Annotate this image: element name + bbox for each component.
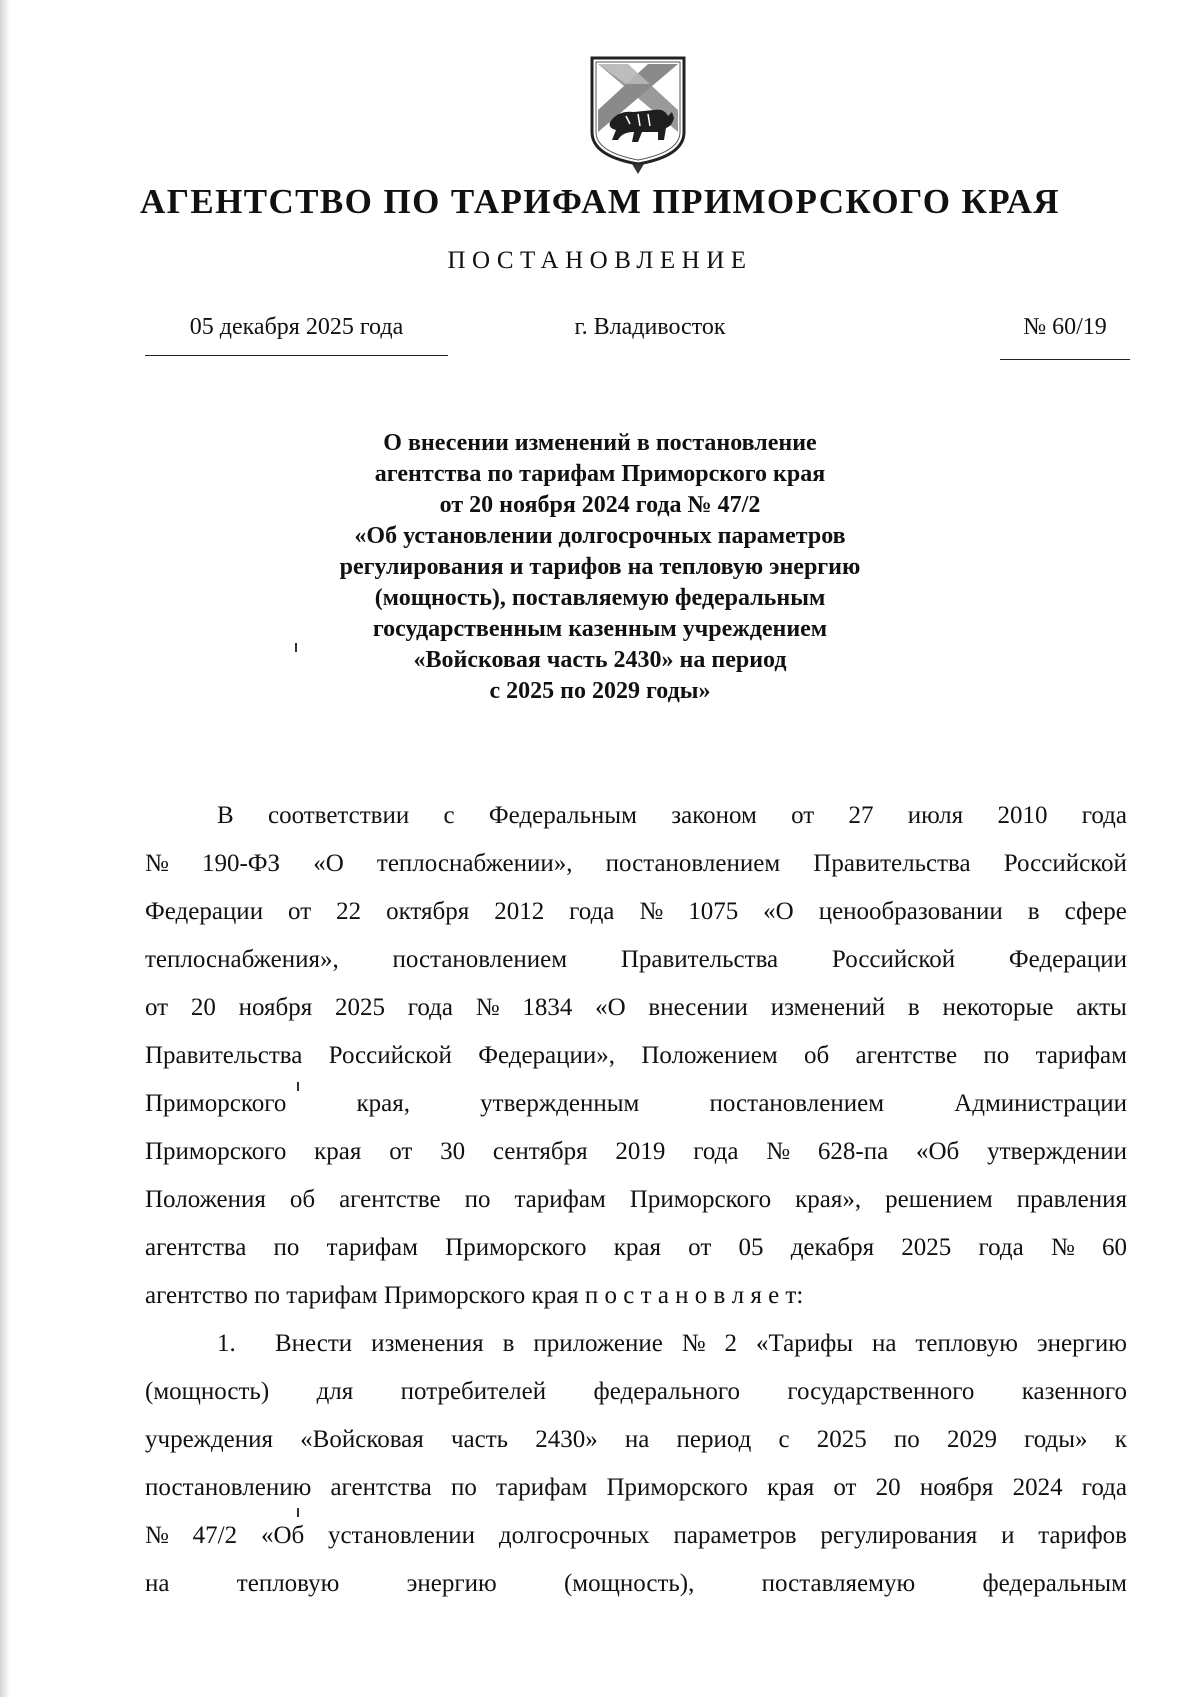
word: 47/2 (192, 1522, 238, 1549)
body-line (145, 888, 1127, 936)
word: годы» (1024, 1426, 1088, 1453)
subject-line: регулирования и тарифов на тепловую энергию (339, 554, 861, 580)
word: «О (763, 898, 794, 925)
word: и (1001, 1522, 1015, 1549)
word: сфере (1064, 898, 1127, 925)
word: теплоснабжении», (376, 850, 573, 877)
word: Российской (831, 946, 956, 973)
scan-artifact-mark (295, 643, 297, 652)
word: от (145, 994, 169, 1021)
document-subject (250, 428, 950, 707)
word: от (791, 802, 815, 829)
item-1-first-line (145, 1320, 1127, 1368)
word: тарифам (514, 1186, 606, 1213)
word: в (1027, 898, 1040, 925)
word: 2025 (334, 994, 385, 1021)
word: часть (450, 1426, 509, 1453)
word: Федерации (1008, 946, 1127, 973)
word: года (978, 1234, 1024, 1261)
body-line (145, 1368, 1127, 1416)
word: Внести (275, 1330, 353, 1357)
body-line (145, 1512, 1127, 1560)
word: ноября (238, 994, 313, 1021)
word: приложение (533, 1330, 663, 1357)
body-line (145, 1224, 1127, 1272)
body-line (145, 1032, 1127, 1080)
body-line (145, 1464, 1127, 1512)
document-type: ПОСТАНОВЛЕНИЕ (447, 247, 753, 274)
word: с (443, 802, 455, 829)
word: тепловую (915, 1330, 1018, 1357)
word: «О (313, 850, 344, 877)
word: Приморского (145, 1090, 287, 1117)
word: казенного (1021, 1378, 1127, 1405)
word: потребителей (400, 1378, 547, 1405)
document-date: 05 декабря 2025 года (189, 314, 404, 340)
agency-title: АГЕНТСТВО ПО ТАРИФАМ ПРИМОРСКОГО КРАЯ (140, 182, 1060, 221)
word: об (289, 1186, 316, 1213)
word: правления (1016, 1186, 1127, 1213)
word: 30 (440, 1138, 466, 1165)
word: «Об (916, 1138, 960, 1165)
word: по (893, 1426, 920, 1453)
subject-line: агентства по тарифам Приморского края (374, 461, 826, 487)
word: года (1081, 1474, 1127, 1501)
word: № (145, 1522, 169, 1549)
body-line (145, 984, 1127, 1032)
word: Приморского (629, 1186, 772, 1213)
subject-line: О внесении изменений в постановление (383, 430, 817, 456)
item-number: 1. (217, 1330, 236, 1357)
word: года (693, 1138, 739, 1165)
body-line (145, 1416, 1127, 1464)
word: федерального (593, 1378, 741, 1405)
word: постановлением (392, 946, 568, 973)
word: государственного (787, 1378, 975, 1405)
word: некоторые (942, 994, 1054, 1021)
word: Российской (328, 1042, 452, 1069)
date-underline (145, 355, 448, 356)
word: решением (885, 1186, 993, 1213)
document-body (145, 792, 1127, 1608)
word: 628-па (817, 1138, 889, 1165)
word: учреждения (145, 1426, 274, 1453)
word: декабря (790, 1234, 875, 1261)
word: тепловую (236, 1570, 340, 1597)
word: для (316, 1378, 354, 1405)
word: 2019 (615, 1138, 666, 1165)
document-number: № 60/19 (1023, 314, 1107, 340)
word: внесении (648, 994, 748, 1021)
word: года (1081, 802, 1127, 829)
word: от (389, 1138, 413, 1165)
decree-line: агентство по тарифам Приморского края п о с т а н о в л я е т: (145, 1282, 804, 1309)
word: № (766, 1138, 791, 1165)
word: ценообразовании (818, 898, 1003, 925)
word: (мощность), (563, 1570, 695, 1597)
word: тарифам (1035, 1042, 1127, 1069)
word: Правительства (813, 850, 971, 877)
word: к (1114, 1426, 1127, 1453)
word: (мощность) (145, 1378, 270, 1405)
word: 190-ФЗ (201, 850, 281, 877)
word: 20 (875, 1474, 901, 1501)
subject-line: «Войсковая часть 2430» на период (413, 647, 787, 673)
word: агентства (145, 1234, 247, 1261)
subject-line: (мощность), поставляемую федеральным (374, 585, 826, 611)
word: 2029 (946, 1426, 997, 1453)
word: 2025 (816, 1426, 867, 1453)
word: сентября (492, 1138, 588, 1165)
body-line (145, 1128, 1127, 1176)
body-line (145, 840, 1127, 888)
word: Приморского (445, 1234, 587, 1261)
word: энергию (406, 1570, 497, 1597)
body-line (145, 1080, 1127, 1128)
word: изменения (371, 1330, 484, 1357)
word: утвержденным (480, 1090, 640, 1117)
word: агентстве (339, 1186, 441, 1213)
word: поставляемую (761, 1570, 916, 1597)
word: тарифам (495, 1474, 588, 1501)
body-line (145, 1176, 1127, 1224)
word: по (464, 1186, 491, 1213)
word: в (502, 1330, 515, 1357)
body-line (145, 792, 1127, 840)
word: Правительства (620, 946, 779, 973)
word: Приморского (606, 1474, 748, 1501)
word: федеральным (982, 1570, 1127, 1597)
number-underline (1000, 359, 1130, 360)
word: 2 (724, 1330, 738, 1357)
item-1-words (275, 1320, 1127, 1368)
word: № (639, 898, 664, 925)
word: 22 (336, 898, 362, 925)
word: 20 (190, 994, 216, 1021)
word: постановлением (709, 1090, 885, 1117)
word: регулирования (820, 1522, 978, 1549)
word: на (145, 1570, 170, 1597)
word: от (288, 898, 312, 925)
word: с (778, 1426, 790, 1453)
word: края (766, 1474, 815, 1501)
word: года (407, 994, 453, 1021)
subject-line: с 2025 по 2029 годы» (489, 678, 711, 704)
word: соответствии (267, 802, 410, 829)
word: Положением (641, 1042, 778, 1069)
word: 2024 (1012, 1474, 1063, 1501)
word: от (833, 1474, 857, 1501)
word: теплоснабжения», (145, 946, 339, 973)
word: № (681, 1330, 706, 1357)
word: параметров (673, 1522, 797, 1549)
word: № (475, 994, 500, 1021)
word: изменений (770, 994, 886, 1021)
word: № (145, 850, 169, 877)
word: 05 (738, 1234, 764, 1261)
word: агентства (330, 1474, 432, 1501)
word: установлении (328, 1522, 476, 1549)
word: законом (671, 802, 757, 829)
word: постановлением (605, 850, 781, 877)
word: агентстве (855, 1042, 958, 1069)
word: 27 (848, 802, 874, 829)
word: Федеральным (488, 802, 637, 829)
word: Администрации (954, 1090, 1127, 1117)
subject-line: «Об установлении долгосрочных параметров (354, 523, 846, 549)
subject-line: от 20 ноября 2024 года № 47/2 (439, 492, 761, 518)
word: утверждении (987, 1138, 1127, 1165)
word: года (569, 898, 615, 925)
word: № (1050, 1234, 1075, 1261)
word: октября (386, 898, 470, 925)
word: Приморского (145, 1138, 287, 1165)
word: 1834 (522, 994, 573, 1021)
word: тарифов (1038, 1522, 1127, 1549)
word: тарифам (326, 1234, 418, 1261)
word: от (688, 1234, 712, 1261)
word: края, (356, 1090, 411, 1117)
word: период (676, 1426, 752, 1453)
word: акты (1076, 994, 1127, 1021)
word: по (273, 1234, 300, 1261)
word: по (450, 1474, 477, 1501)
word: 2012 (494, 898, 545, 925)
word: «Тарифы (755, 1330, 854, 1357)
word: 2010 (997, 802, 1048, 829)
word: В (217, 802, 234, 829)
word: Правительства (145, 1042, 303, 1069)
word: 60 (1102, 1234, 1127, 1261)
word: «Войсковая (300, 1426, 424, 1453)
word: «Об (260, 1522, 305, 1549)
word: по (983, 1042, 1010, 1069)
scan-edge-shadow (0, 0, 10, 1697)
word: июля (907, 802, 964, 829)
word: Федерации (145, 898, 264, 925)
word: «О (595, 994, 626, 1021)
word: края (314, 1138, 362, 1165)
word: Федерации», (478, 1042, 616, 1069)
subject-line: государственным казенным учреждением (372, 616, 828, 642)
word: Положения (145, 1186, 266, 1213)
coat-of-arms-emblem (588, 52, 688, 176)
word: Российской (1003, 850, 1127, 877)
word: долгосрочных (498, 1522, 650, 1549)
word: энергию (1036, 1330, 1127, 1357)
body-line (145, 936, 1127, 984)
word: 2430» (535, 1426, 598, 1453)
word: об (803, 1042, 830, 1069)
word: 2025 (901, 1234, 952, 1261)
word: ноября (919, 1474, 994, 1501)
word: 1075 (688, 898, 739, 925)
body-line (145, 1560, 1127, 1608)
word: на (624, 1426, 650, 1453)
word: в (907, 994, 920, 1021)
word: постановлению (145, 1474, 312, 1501)
word: края (613, 1234, 661, 1261)
document-city: г. Владивосток (574, 314, 726, 340)
word: на (872, 1330, 897, 1357)
word: края», (795, 1186, 862, 1213)
